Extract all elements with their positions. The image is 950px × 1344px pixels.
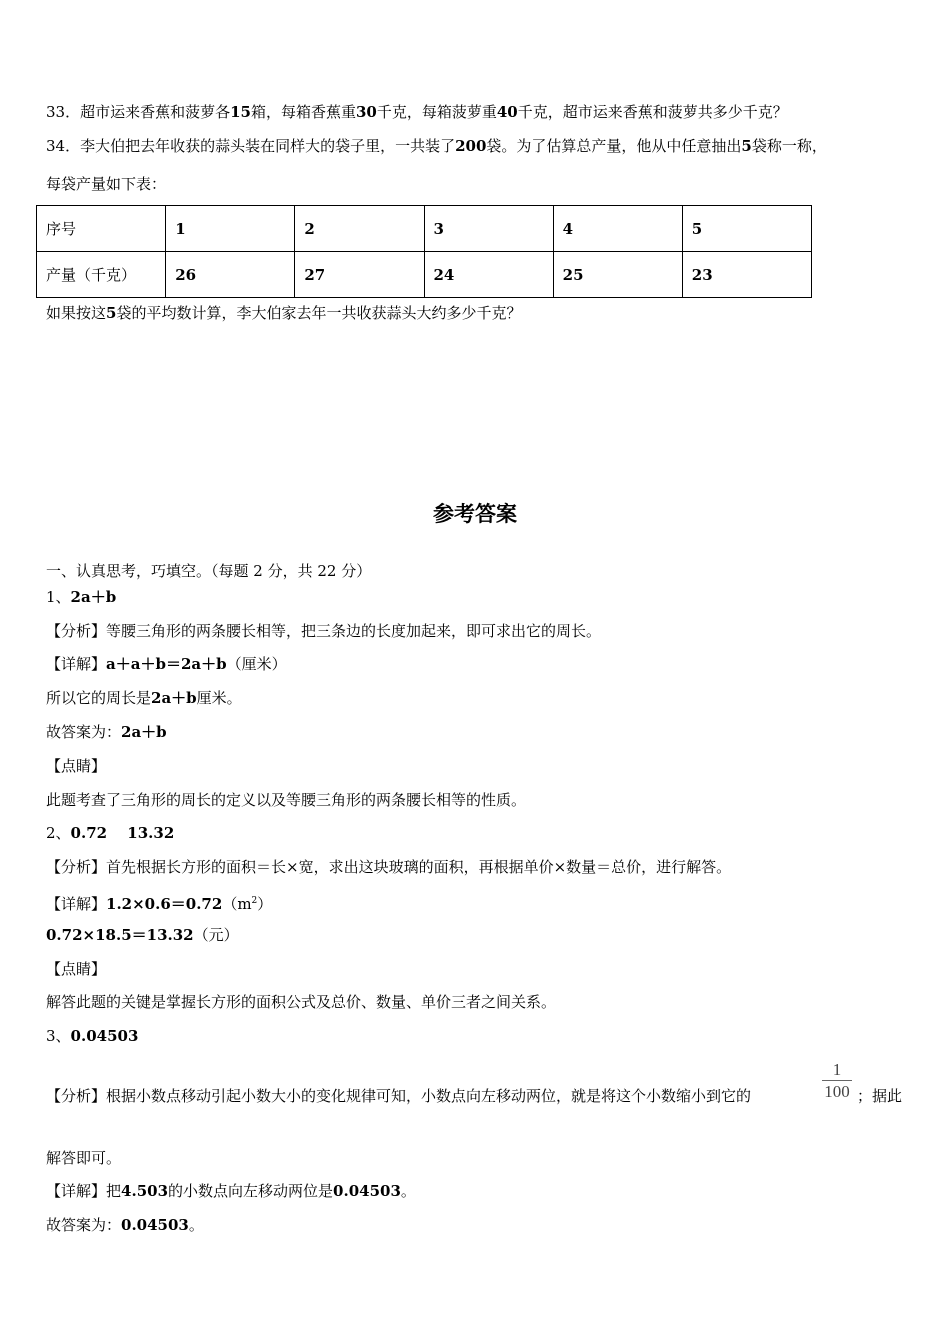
final-answer: 2a＋b	[121, 723, 167, 741]
answer-value: 2a＋b	[70, 588, 117, 606]
yield-table	[36, 205, 812, 298]
q33-text-4: 千克，超市运来香蕉和菠萝共多少千克？	[517, 103, 788, 121]
table-cell: 23	[682, 252, 811, 298]
q33-num-pineapple: 40	[496, 103, 518, 121]
q34-text: 34．李大伯把去年收获的蒜头装在同样大的袋子里，一共装了	[46, 137, 456, 155]
detail-expression-2: 0.72×18.5＝13.32	[46, 926, 194, 944]
fraction-numerator: 1	[832, 1060, 842, 1079]
detail-result: 0.04503	[333, 1182, 401, 1200]
q34-text-3: 袋称一称，	[751, 137, 827, 155]
q34-line-2: 每袋产量如下表：	[46, 175, 167, 193]
conclusion-expression: 2a＋b	[151, 689, 197, 707]
answers-title: 参考答案	[433, 502, 517, 526]
table-cell: 2	[295, 206, 424, 252]
answer-3-detail	[46, 1181, 416, 1201]
answer-2-detail	[46, 891, 272, 914]
table-header-cell: 序号	[37, 206, 166, 252]
q34-num-bags: 200	[455, 137, 487, 155]
table-cell: 25	[553, 252, 682, 298]
q33-text: 33．超市运来香蕉和菠萝各	[46, 103, 231, 121]
q34-text-2: 袋。为了估算总产量，他从中任意抽出	[486, 137, 742, 155]
detail-text: 把	[106, 1182, 122, 1200]
answer-3-analysis	[46, 1086, 751, 1106]
table-cell: 24	[424, 252, 553, 298]
section-heading: 一、认真思考，巧填空。（每题 2 分，共 22 分）	[46, 562, 372, 580]
q34-question	[46, 303, 521, 323]
answer-number: 1、	[46, 588, 71, 606]
conclusion-text-2: 厘米。	[196, 689, 242, 707]
table-cell: 5	[682, 206, 811, 252]
q34-question-num: 5	[106, 304, 117, 322]
table-cell: 3	[424, 206, 553, 252]
analysis-text: 【分析】根据小数点移动引起小数大小的变化规律可知，小数点向左移动两位，就是将这个小数缩小到它的	[46, 1087, 752, 1105]
question-34	[46, 136, 827, 156]
analysis-tail: ；据此	[857, 1087, 903, 1105]
q34-num-sample: 5	[741, 137, 752, 155]
q33-num-banana: 30	[355, 103, 377, 121]
table-header-cell: 产量（千克）	[37, 252, 166, 298]
detail-label: 【详解】	[46, 655, 107, 673]
answer-2-analysis: 【分析】首先根据长方形的面积＝长×宽，求出这块玻璃的面积，再根据单价×数量＝总价，进行解答。	[46, 858, 732, 876]
answer-number: 2、	[46, 824, 71, 842]
fraction-one-hundredth	[820, 1060, 854, 1101]
answer-value: 0.72 13.32	[70, 824, 175, 842]
table-cell: 4	[553, 206, 682, 252]
answer-1-remark: 此题考查了三角形的周长的定义以及等腰三角形的两条腰长相等的性质。	[46, 791, 527, 809]
detail-unit: （m	[222, 895, 252, 913]
final-label: 故答案为：	[46, 723, 122, 741]
detail-number: 4.503	[121, 1182, 169, 1200]
final-end: 。	[188, 1216, 204, 1234]
q34-question-text-2: 袋的平均数计算，李大伯家去年一共收获蒜头大约多少千克？	[116, 304, 522, 322]
table-row	[37, 206, 812, 252]
detail-label: 【详解】	[46, 895, 107, 913]
answer-2-remark-label: 【点睛】	[46, 960, 107, 978]
detail-expression: 1.2×0.6＝0.72	[106, 895, 223, 913]
answer-1-head	[46, 587, 116, 607]
detail-label: 【详解】	[46, 1182, 107, 1200]
table-row	[37, 252, 812, 298]
answer-1-remark-label: 【点睛】	[46, 757, 107, 775]
final-answer: 0.04503	[121, 1216, 189, 1234]
answer-3-analysis-2: 解答即可。	[46, 1149, 122, 1167]
answer-2-head	[46, 823, 174, 843]
conclusion-text: 所以它的周长是	[46, 689, 152, 707]
detail-expression: a＋a＋b＝2a＋b	[106, 655, 227, 673]
answer-1-conclusion	[46, 688, 242, 708]
fraction-bar	[822, 1080, 852, 1081]
answer-number: 3、	[46, 1027, 71, 1045]
table-cell: 1	[166, 206, 295, 252]
detail-unit-2: （元）	[193, 926, 239, 944]
answer-2-remark: 解答此题的关键是掌握长方形的面积公式及总价、数量、单价三者之间关系。	[46, 993, 557, 1011]
final-label: 故答案为：	[46, 1216, 122, 1234]
q33-text-3: 千克，每箱菠萝重	[376, 103, 497, 121]
table-cell: 27	[295, 252, 424, 298]
table-cell: 26	[166, 252, 295, 298]
answer-3-head	[46, 1026, 138, 1046]
answer-3-final	[46, 1215, 204, 1235]
q34-question-text: 如果按这	[46, 304, 107, 322]
answer-1-detail	[46, 654, 287, 674]
answer-value: 0.04503	[70, 1027, 139, 1045]
detail-end: 。	[400, 1182, 416, 1200]
q33-num-boxes: 15	[230, 103, 251, 121]
unit-exponent: 2	[251, 896, 258, 906]
answer-1-analysis: 【分析】等腰三角形的两条腰长相等，把三条边的长度加起来，即可求出它的周长。	[46, 622, 602, 640]
answer-2-detail-2	[46, 925, 239, 945]
detail-unit-close: ）	[257, 895, 273, 913]
question-33	[46, 102, 788, 122]
q33-text-2: 箱，每箱香蕉重	[250, 103, 356, 121]
fraction-denominator: 100	[824, 1082, 850, 1101]
answer-1-final	[46, 722, 167, 742]
detail-text-2: 的小数点向左移动两位是	[168, 1182, 334, 1200]
detail-unit: （厘米）	[226, 655, 287, 673]
